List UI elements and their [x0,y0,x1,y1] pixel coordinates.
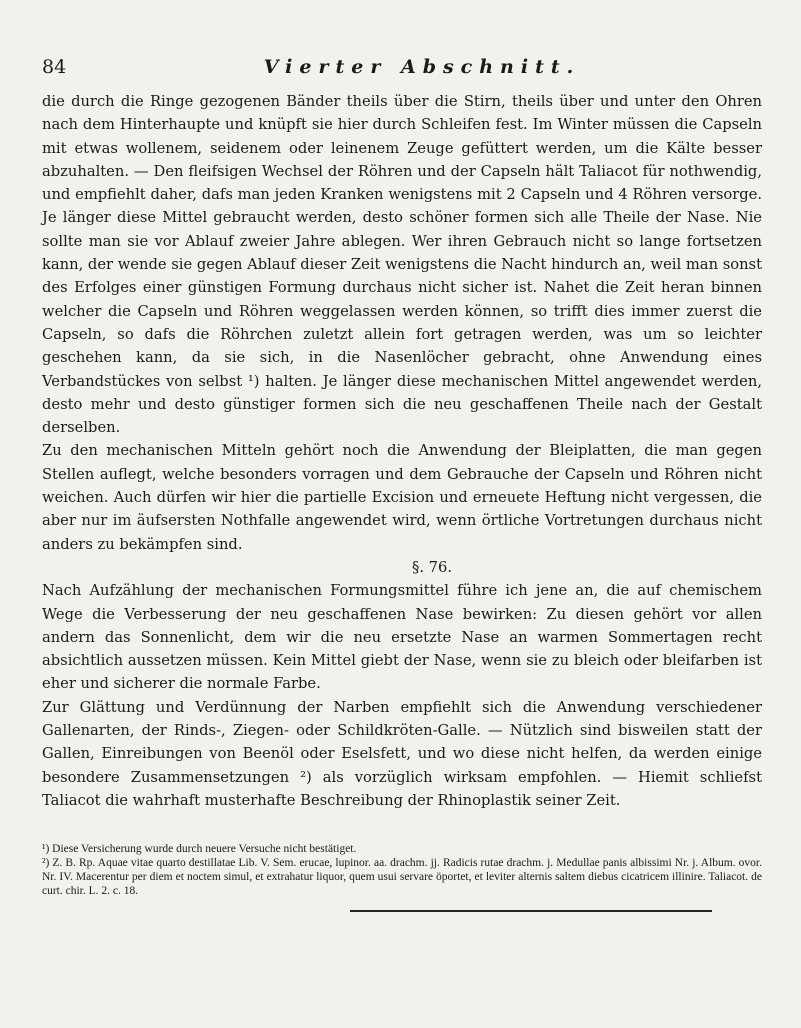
body-text [42,90,762,812]
footer-rule [350,910,712,912]
footnotes [42,842,762,898]
paragraph: Zur Glättung und Verdünnung der Narben empfiehlt sich die Anwendung verschiedener Gallenarten, der Rinds-, Ziegen- oder Schildkröten-Galle. — Nützlich sind bisweilen statt der Gallen, Einreibungen von Beenöl oder Eselsfett, und wo diese nicht helfen, da werden einige besondere Zusammensetzungen ²) als vorzüglich wirksam empfohlen. — Hiemit schliefst Taliacot die wahrhaft musterhafte Beschreibung der Rhinoplastik seiner Zeit. [42,698,762,809]
paragraph: Nach Aufzählung der mechanischen Formungsmittel führe ich jene an, die auf chemischem Wege die Verbesserung der neu geschaffenen Nase bewirken: Zu diesen gehört vor allen andern das Sonnenlicht, dem wir die neu ersetzte Nase an warmen Sommertagen recht absichtlich aussetzen müssen. Kein Mittel giebt der Nase, wenn sie zu bleich oder bleifarben ist eher und sicherer die normale Farbe. [42,582,762,693]
footnote: ²) Z. B. Rp. Aquae vitae quarto destillatae Lib. V. Sem. erucae, lupinor. aa. drachm. jj. Radicis rutae drachm. j. Medullae panis albissimi Nr. j. Album. ovor. Nr. IV. Macerentur per diem et noctem simul, et extrahatur liquor, quem usui servare öportet, et leviter alternis saltem diebus cicatricem illinire. Taliacot. de curt. chir. L. 2. c. 18. [42,857,762,897]
running-head: Vierter Abschnitt. [263,56,581,78]
footnote: ¹) Diese Versicherung wurde durch neuere Versuche nicht bestätiget. [42,843,357,855]
page-number: 84 [42,56,67,78]
page-header [42,56,762,84]
paragraph: Zu den mechanischen Mitteln gehört noch die Anwendung der Bleiplatten, die man gegen Stellen auflegt, welche besonders vorragen und dem Gebrauche der Capseln und Röhren nicht weichen. Auch dürfen wir hier die partielle Excision und erneuete Heftung nicht vergessen, die aber nur im äufsersten Nothfalle angewendet wird, wenn örtliche Vortretungen durchaus nicht anders zu bekämpfen sind. [42,442,762,553]
section-heading: §. 76. [411,558,453,576]
paragraph: die durch die Ringe gezogenen Bänder theils über die Stirn, theils über und unter den Ohren nach dem Hinterhaupte und knüpft sie hier durch Schleifen fest. Im Winter müssen die Capseln mit etwas wollenem, seidenem oder leinenem Zeuge gefüttert werden, um die Kälte besser abzuhalten. — Den fleifsigen Wechsel der Röhren und der Capseln hält Taliacot für nothwendig, und empfiehlt daher, dafs man jeden Kranken wenigstens mit 2 Capseln und 4 Röhren versorge. Je länger diese Mittel gebraucht werden, desto schöner formen sich alle Theile der Nase. Nie sollte man sie vor Ablauf zweier Jahre ablegen. Wer ihren Gebrauch nicht so lange fortsetzen kann, der wende sie gegen Ablauf dieser Zeit wenigstens die Nacht hindurch an, weil man sonst des Erfolges einer günstigen Formung durchaus nicht sicher ist. Nahet die Zeit heran binnen welcher die Capseln und Röhren weggelassen werden können, so trifft dies immer zuerst die Capseln, so dafs die Röhrchen zuletzt allein fort getragen werden, was um so leichter geschehen kann, da sie sich, in die Nasenlöcher gebracht, ohne Anwendung eines Verbandstückes von selbst ¹) halten. Je länger diese mechanischen Mittel angewendet werden, desto mehr und desto günstiger formen sich die neu geschaffenen Theile nach der Gestalt derselben. [42,93,762,437]
